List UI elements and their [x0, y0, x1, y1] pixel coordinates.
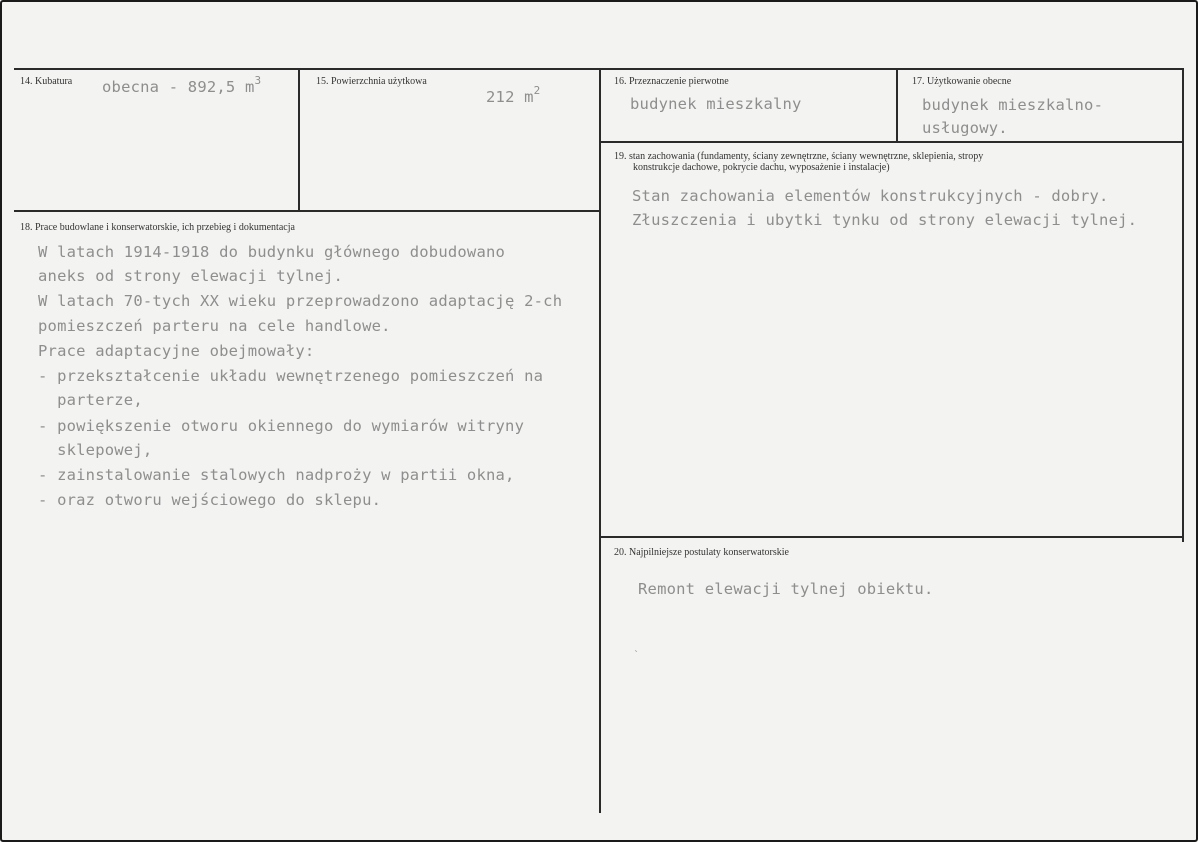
- field-20-label: 20. Najpilniejsze postulaty konserwatorskie: [614, 547, 789, 558]
- field-20-value: Remont elewacji tylnej obiektu.: [638, 580, 934, 598]
- field-16-value: budynek mieszkalny: [630, 95, 802, 113]
- field-18-line-2: aneks od strony elewacji tylnej.: [38, 267, 344, 285]
- field-18-line-11: - oraz otworu wejściowego do sklepu.: [38, 491, 382, 509]
- stray-mark: `: [634, 650, 639, 661]
- divider-16-17: [896, 68, 898, 142]
- field-15-exponent: 2: [533, 84, 541, 97]
- field-18-line-7: parterze,: [38, 391, 143, 409]
- field-15-label: 15. Powierzchnia użytkowa: [316, 76, 427, 87]
- field-14-exponent: 3: [254, 74, 262, 87]
- divider-center: [599, 68, 601, 813]
- rule-left-mid: [14, 210, 600, 212]
- field-19-line-1: Stan zachowania elementów konstrukcyjnych - dobry.: [632, 187, 1109, 205]
- field-18-line-8: - powiększenie otworu okiennego do wymiarów witryny: [38, 417, 525, 435]
- divider-14-15: [298, 68, 300, 211]
- field-19-line-2: Złuszczenia i ubytki tynku od strony elewacji tylnej.: [632, 211, 1138, 229]
- field-18-line-10: - zainstalowanie stalowych nadproży w partii okna,: [38, 466, 515, 484]
- rule-right-lower: [600, 536, 1184, 538]
- field-18-line-4: pomieszczeń parteru na cele handlowe.: [38, 317, 391, 335]
- field-19-label-line-1: 19. stan zachowania (fundamenty, ściany zewnętrzne, ściany wewnętrzne, sklepienia, stropy: [614, 151, 984, 162]
- right-rule: [1182, 68, 1184, 542]
- field-18-line-5: Prace adaptacyjne obejmowały:: [38, 342, 315, 360]
- field-17-line-2: usługowy.: [922, 119, 1008, 137]
- field-18-line-3: W latach 70-tych XX wieku przeprowadzono adaptację 2-ch: [38, 292, 563, 310]
- field-14-label: 14. Kubatura: [20, 76, 73, 87]
- field-16-label: 16. Przeznaczenie pierwotne: [614, 76, 729, 87]
- field-19-label-line-2: konstrukcje dachowe, pokrycie dachu, wyposażenie i instalacje): [633, 162, 890, 173]
- field-14-value: obecna - 892,5 $m^3$: [102, 74, 262, 96]
- field-18-label: 18. Prace budowlane i konserwatorskie, ich przebieg i dokumentacja: [20, 222, 295, 233]
- rule-right-upper: [600, 141, 1184, 143]
- field-18-line-6: - przekształcenie układu wewnętrzenego pomieszczeń na: [38, 367, 544, 385]
- field-18-line-9: sklepowej,: [38, 441, 153, 459]
- field-17-label: 17. Użytkowanie obecne: [912, 76, 1012, 87]
- field-17-line-1: budynek mieszkalno-: [922, 96, 1104, 114]
- field-15-value: 212 $m^2$: [486, 84, 541, 106]
- field-18-line-1: W latach 1914-1918 do budynku głównego dobudowano: [38, 243, 506, 261]
